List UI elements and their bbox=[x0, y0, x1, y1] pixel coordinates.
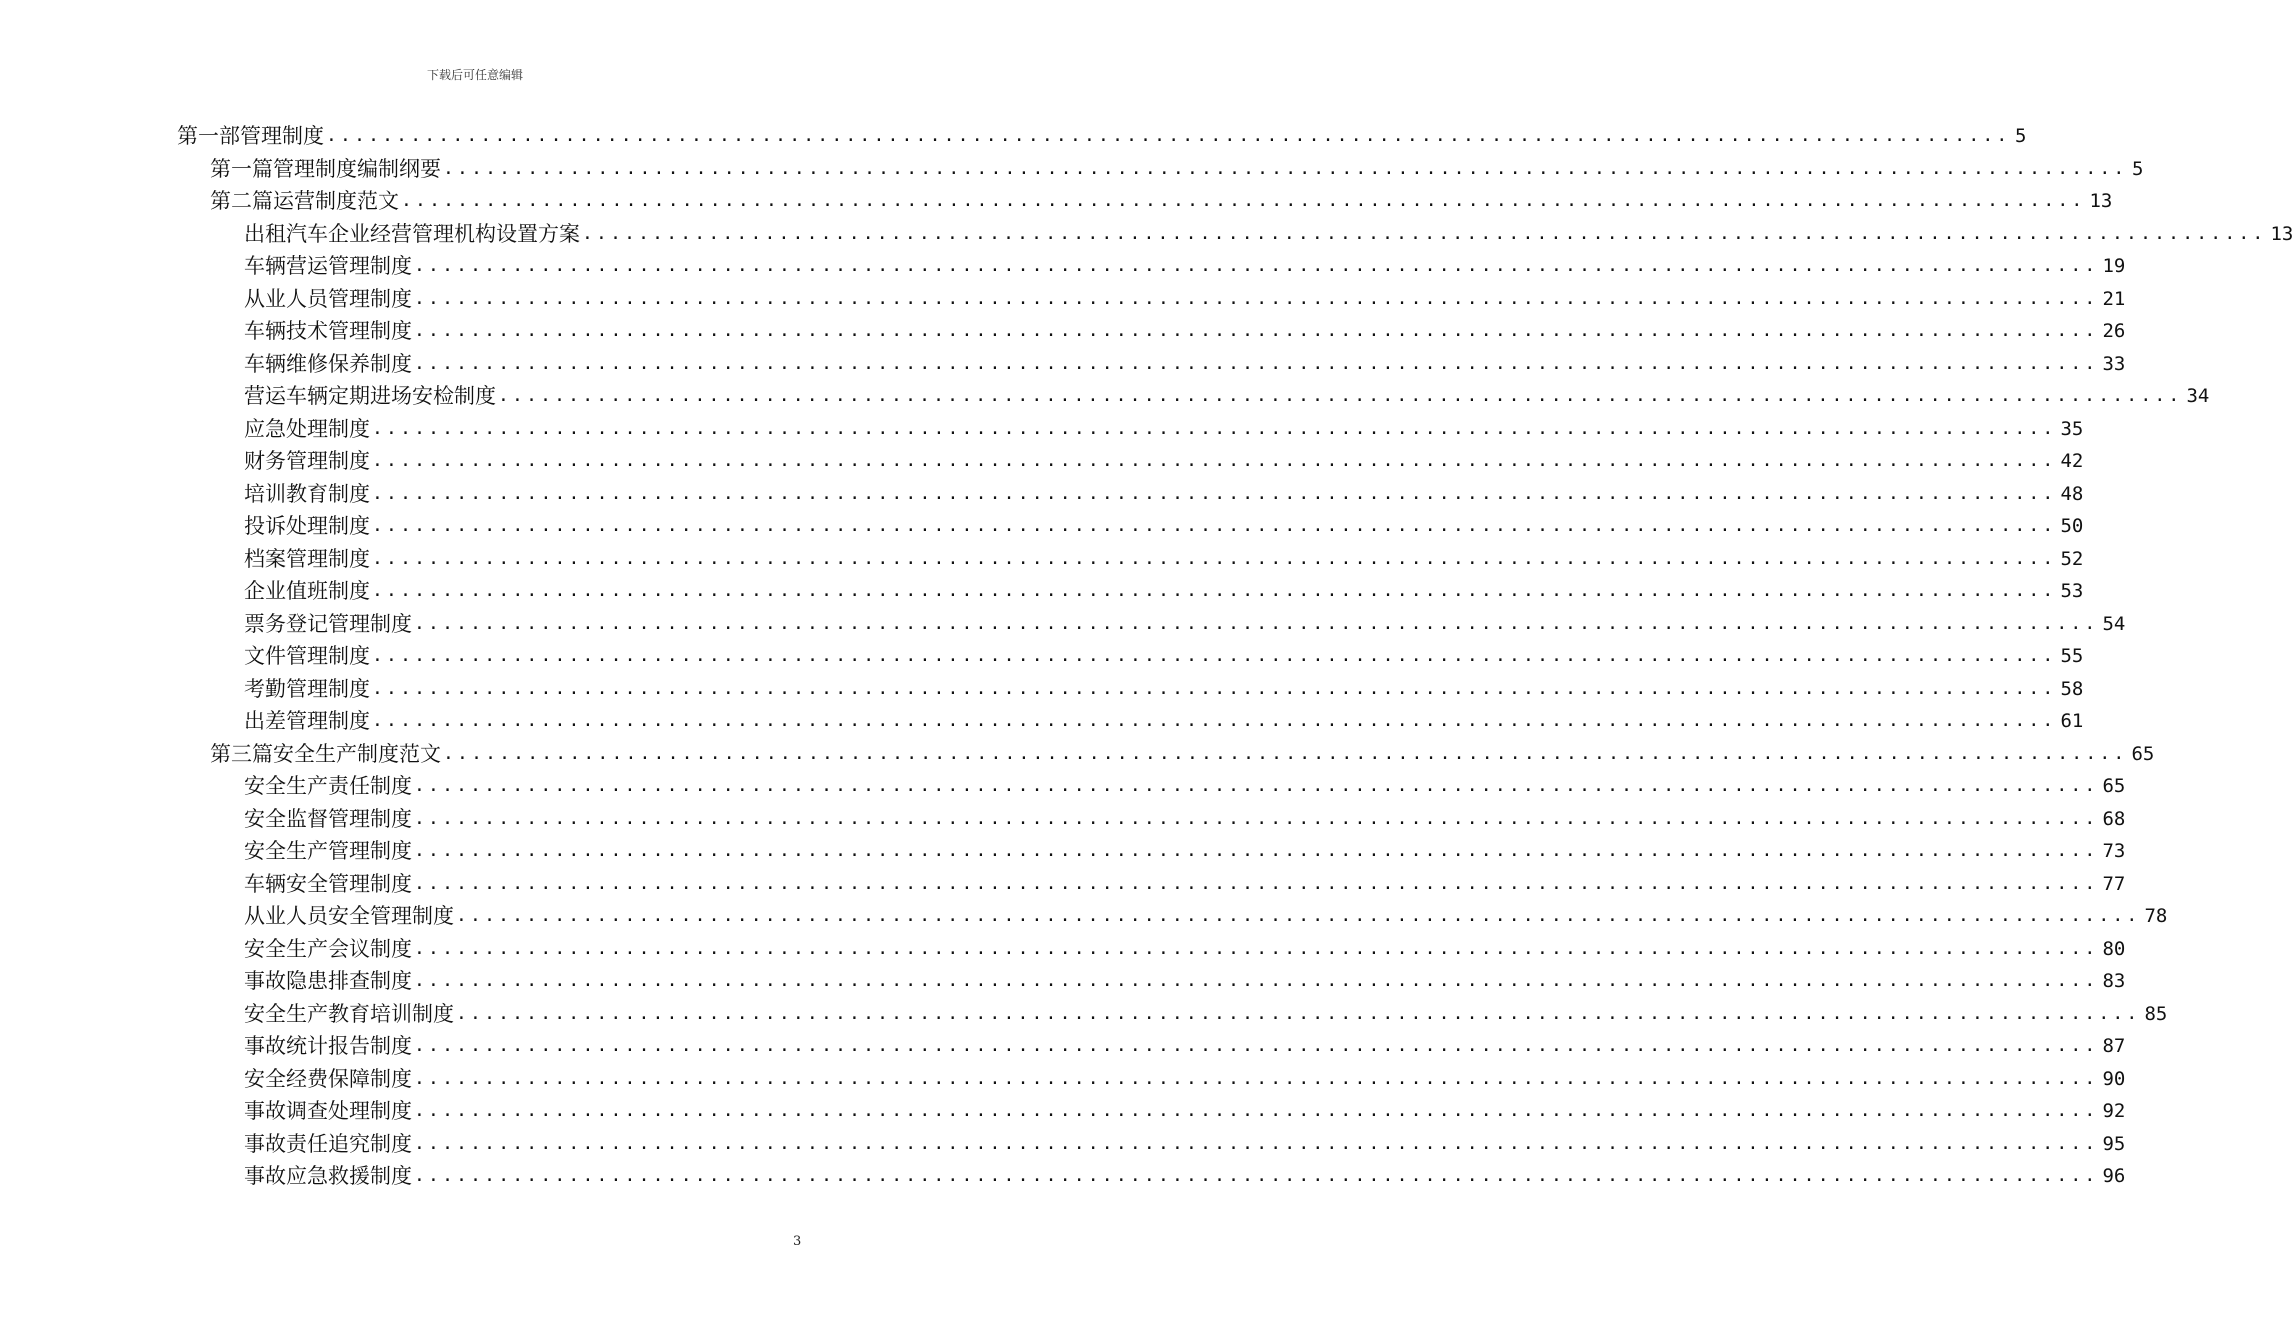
toc-entry-label: 出租汽车企业经营管理机构设置方案 bbox=[244, 221, 580, 246]
toc-entry[interactable] bbox=[244, 1095, 2126, 1127]
toc-entry-label: 从业人员安全管理制度 bbox=[244, 904, 454, 928]
toc-entry-label: 安全生产责任制度 bbox=[244, 774, 412, 798]
toc-entry-page: 78 bbox=[2144, 905, 2168, 927]
toc-entry[interactable] bbox=[210, 185, 2113, 217]
toc-entry-label: 车辆营运管理制度 bbox=[244, 254, 412, 278]
toc-entry-page: 68 bbox=[2102, 807, 2126, 830]
toc-entry-page: 19 bbox=[2102, 255, 2126, 277]
toc-entry-page: 87 bbox=[2102, 1035, 2126, 1057]
toc-entry[interactable] bbox=[244, 705, 2084, 737]
toc-entry-label: 事故隐患排查制度 bbox=[244, 969, 412, 993]
toc-entry[interactable] bbox=[210, 738, 2155, 770]
toc-entry-label: 营运车辆定期进场安检制度 bbox=[244, 384, 496, 408]
toc-entry-page: 65 bbox=[2131, 742, 2155, 765]
toc-entry-page: 35 bbox=[2060, 417, 2084, 440]
toc-entry[interactable] bbox=[244, 803, 2126, 835]
toc-dot-leader: ........................................................................................................................ bbox=[498, 385, 2183, 406]
toc-entry-label: 考勤管理制度 bbox=[244, 676, 370, 701]
toc-entry[interactable] bbox=[244, 315, 2126, 347]
toc-entry[interactable] bbox=[244, 250, 2126, 282]
toc-dot-leader: ........................................................................................................................ bbox=[372, 710, 2057, 731]
toc-entry-page: 77 bbox=[2102, 872, 2126, 895]
toc-entry-label: 从业人员管理制度 bbox=[244, 286, 412, 311]
toc-entry[interactable] bbox=[177, 120, 2027, 152]
toc-dot-leader: ........................................................................................................................ bbox=[414, 287, 2099, 309]
toc-entry-label: 安全生产管理制度 bbox=[244, 839, 412, 863]
toc-dot-leader: ........................................................................................................................ bbox=[414, 352, 2099, 374]
toc-dot-leader: ........................................................................................................................ bbox=[414, 255, 2099, 276]
toc-dot-leader: ........................................................................................................................ bbox=[372, 645, 2057, 666]
toc-entry-label: 安全生产会议制度 bbox=[244, 936, 412, 961]
toc-entry[interactable] bbox=[244, 673, 2084, 705]
toc-entry-page: 55 bbox=[2060, 645, 2084, 667]
toc-entry[interactable] bbox=[244, 413, 2084, 445]
toc-entry-label: 安全生产教育培训制度 bbox=[244, 1001, 454, 1026]
toc-entry-label: 第三篇安全生产制度范文 bbox=[210, 741, 441, 766]
toc-entry-page: 50 bbox=[2060, 515, 2084, 537]
toc-entry-label: 第二篇运营制度范文 bbox=[210, 189, 399, 213]
toc-dot-leader: ........................................................................................................................ bbox=[372, 482, 2057, 504]
toc-entry-page: 65 bbox=[2102, 775, 2126, 797]
toc-dot-leader: ........................................................................................................................ bbox=[326, 125, 2011, 146]
toc-entry[interactable] bbox=[210, 153, 2144, 185]
toc-entry-label: 财务管理制度 bbox=[244, 449, 370, 473]
toc-entry-page: 96 bbox=[2102, 1165, 2126, 1187]
toc-entry[interactable] bbox=[244, 965, 2126, 997]
toc-entry-label: 档案管理制度 bbox=[244, 546, 370, 571]
toc-dot-leader: ........................................................................................................................ bbox=[372, 417, 2057, 439]
toc-entry[interactable] bbox=[244, 510, 2084, 542]
toc-entry[interactable] bbox=[244, 1063, 2126, 1095]
toc-entry-page: 42 bbox=[2060, 450, 2084, 472]
toc-dot-leader: ........................................................................................................................ bbox=[414, 1100, 2099, 1121]
toc-entry-label: 安全监督管理制度 bbox=[244, 806, 412, 831]
toc-dot-leader: ........................................................................................................................ bbox=[456, 905, 2141, 926]
toc-dot-leader: ........................................................................................................................ bbox=[414, 970, 2099, 991]
toc-dot-leader: ........................................................................................................................ bbox=[414, 612, 2099, 634]
toc-entry[interactable] bbox=[244, 933, 2126, 965]
toc-entry[interactable] bbox=[244, 478, 2084, 510]
toc-entry-page: 5 bbox=[2014, 125, 2027, 147]
toc-entry-page: 61 bbox=[2060, 710, 2084, 732]
toc-entry-page: 26 bbox=[2102, 320, 2126, 342]
toc-dot-leader: ........................................................................................................................ bbox=[414, 937, 2099, 959]
toc-entry-page: 85 bbox=[2144, 1002, 2168, 1025]
toc-entry-label: 事故应急救援制度 bbox=[244, 1164, 412, 1188]
toc-entry[interactable] bbox=[244, 1128, 2126, 1160]
toc-entry-page: 48 bbox=[2060, 482, 2084, 505]
toc-dot-leader: ........................................................................................................................ bbox=[372, 580, 2057, 601]
toc-dot-leader: ........................................................................................................................ bbox=[414, 872, 2099, 894]
toc-entry[interactable] bbox=[244, 608, 2126, 640]
toc-entry-page: 92 bbox=[2102, 1100, 2126, 1122]
toc-entry-label: 票务登记管理制度 bbox=[244, 611, 412, 636]
toc-dot-leader: ........................................................................................................................ bbox=[401, 190, 2086, 211]
toc-dot-leader: ........................................................................................................................ bbox=[456, 1002, 2141, 1024]
toc-entry[interactable] bbox=[244, 1030, 2126, 1062]
toc-entry-page: 34 bbox=[2186, 385, 2210, 407]
toc-dot-leader: ........................................................................................................................ bbox=[372, 450, 2057, 471]
toc-entry-label: 投诉处理制度 bbox=[244, 514, 370, 538]
toc-entry-page: 13 bbox=[2270, 222, 2293, 245]
toc-entry-page: 33 bbox=[2102, 352, 2126, 375]
toc-dot-leader: ........................................................................................................................ bbox=[414, 1132, 2099, 1154]
toc-entry-label: 第一篇管理制度编制纲要 bbox=[210, 156, 441, 181]
toc-entry-page: 13 bbox=[2089, 190, 2113, 212]
toc-entry[interactable] bbox=[244, 835, 2126, 867]
toc-entry-page: 53 bbox=[2060, 580, 2084, 602]
toc-entry-label: 事故调查处理制度 bbox=[244, 1099, 412, 1123]
toc-entry-label: 文件管理制度 bbox=[244, 644, 370, 668]
toc-dot-leader: ........................................................................................................................ bbox=[443, 742, 2128, 764]
toc-entry[interactable] bbox=[244, 868, 2126, 900]
toc-entry[interactable] bbox=[244, 998, 2168, 1030]
toc-entry-label: 车辆安全管理制度 bbox=[244, 871, 412, 896]
toc-entry-label: 培训教育制度 bbox=[244, 481, 370, 506]
toc-entry[interactable] bbox=[244, 575, 2084, 607]
toc-entry[interactable] bbox=[244, 1160, 2126, 1192]
toc-entry[interactable] bbox=[244, 348, 2126, 380]
toc-entry-page: 73 bbox=[2102, 840, 2126, 862]
toc-entry-label: 第一部管理制度 bbox=[177, 124, 324, 148]
toc-entry-label: 事故统计报告制度 bbox=[244, 1034, 412, 1058]
toc-dot-leader: ........................................................................................................................ bbox=[443, 157, 2128, 179]
toc-dot-leader: ........................................................................................................................ bbox=[414, 807, 2099, 829]
toc-entry[interactable] bbox=[244, 640, 2084, 672]
toc-dot-leader: ........................................................................................................................ bbox=[582, 222, 2267, 244]
toc-entry[interactable] bbox=[244, 543, 2084, 575]
toc-entry-page: 52 bbox=[2060, 547, 2084, 570]
toc-dot-leader: ........................................................................................................................ bbox=[372, 515, 2057, 536]
toc-entry-label: 车辆技术管理制度 bbox=[244, 319, 412, 343]
toc-dot-leader: ........................................................................................................................ bbox=[372, 677, 2057, 699]
toc-entry-page: 80 bbox=[2102, 937, 2126, 960]
toc-entry-label: 企业值班制度 bbox=[244, 579, 370, 603]
toc-entry[interactable] bbox=[244, 380, 2210, 412]
toc-dot-leader: ........................................................................................................................ bbox=[414, 775, 2099, 796]
toc-entry-label: 安全经费保障制度 bbox=[244, 1066, 412, 1091]
toc-dot-leader: ........................................................................................................................ bbox=[414, 320, 2099, 341]
toc-entry[interactable] bbox=[244, 445, 2084, 477]
toc-entry-label: 应急处理制度 bbox=[244, 416, 370, 441]
toc-entry-page: 90 bbox=[2102, 1067, 2126, 1090]
toc-entry-page: 54 bbox=[2102, 612, 2126, 635]
toc-dot-leader: ........................................................................................................................ bbox=[414, 840, 2099, 861]
header-note: 下载后可任意编辑 bbox=[426, 68, 523, 82]
toc-entry-page: 58 bbox=[2060, 677, 2084, 700]
toc-dot-leader: ........................................................................................................................ bbox=[414, 1067, 2099, 1089]
toc-entry[interactable] bbox=[244, 283, 2126, 315]
toc-entry[interactable] bbox=[244, 770, 2126, 802]
toc-dot-leader: ........................................................................................................................ bbox=[414, 1165, 2099, 1186]
toc-entry-page: 21 bbox=[2102, 287, 2126, 310]
toc-entry-label: 出差管理制度 bbox=[244, 709, 370, 733]
toc-entry-page: 5 bbox=[2131, 157, 2144, 180]
toc-dot-leader: ........................................................................................................................ bbox=[414, 1035, 2099, 1056]
toc-entry-page: 83 bbox=[2102, 970, 2126, 992]
toc-entry-label: 车辆维修保养制度 bbox=[244, 351, 412, 376]
toc-dot-leader: ........................................................................................................................ bbox=[372, 547, 2057, 569]
toc-entry-label: 事故责任追究制度 bbox=[244, 1131, 412, 1156]
toc-entry[interactable] bbox=[244, 218, 2293, 250]
toc-entry[interactable] bbox=[244, 900, 2168, 932]
page-number: 3 bbox=[793, 1234, 802, 1249]
toc-entry-page: 95 bbox=[2102, 1132, 2126, 1155]
